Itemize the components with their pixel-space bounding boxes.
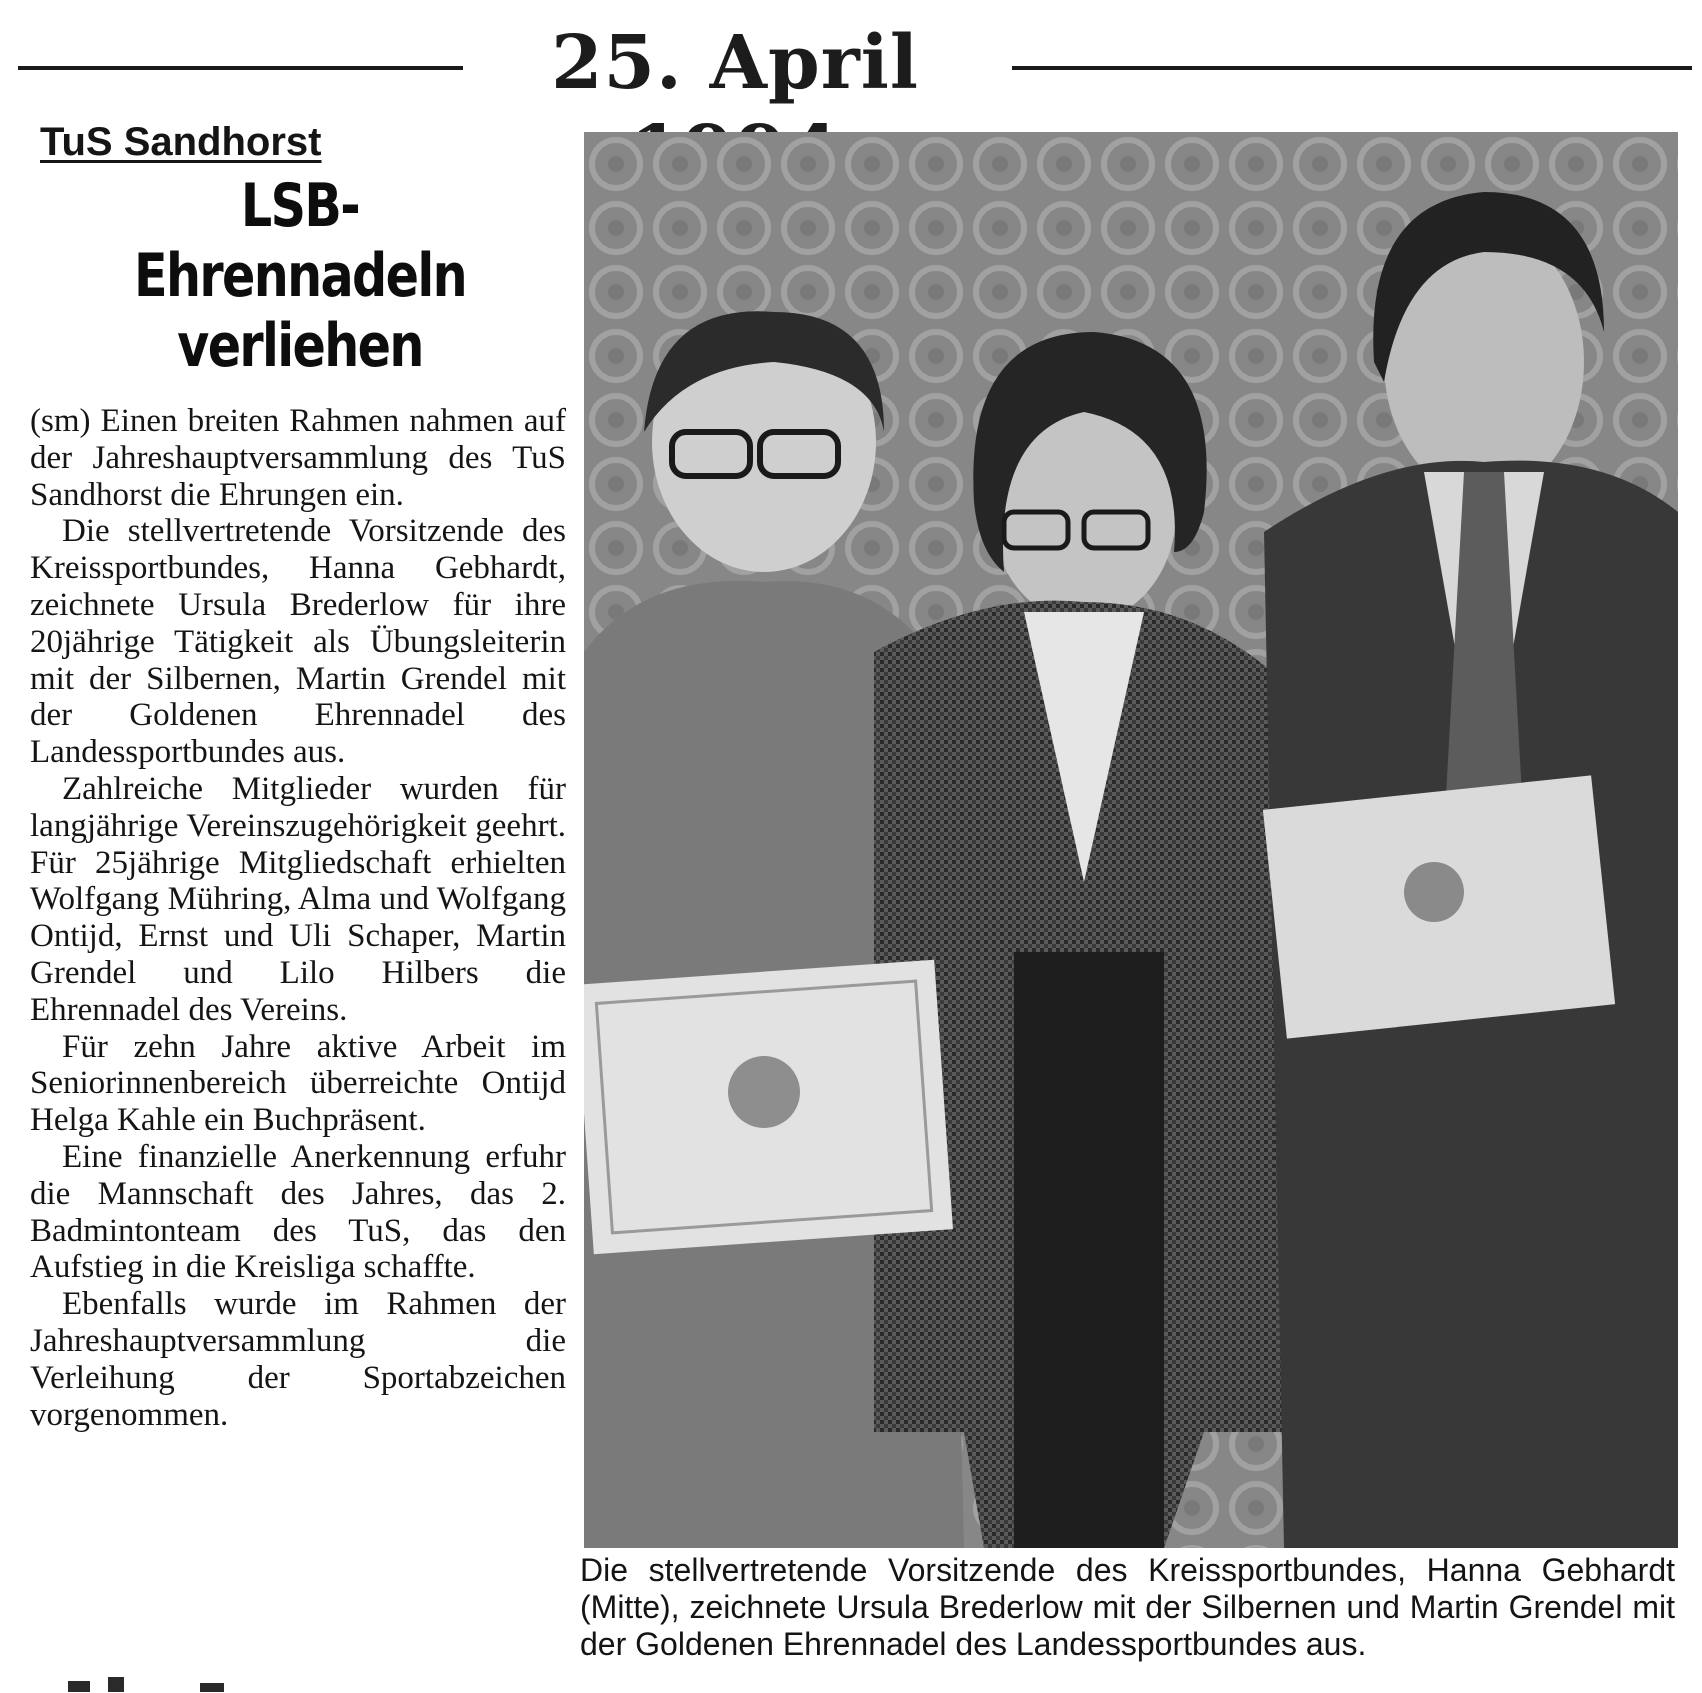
torn-text-fragment: [60, 1675, 260, 1692]
article-kicker: TuS Sandhorst: [40, 120, 322, 164]
article-paragraph: Die stellvertretende Vorsitzende des Kreissportbundes, Hanna Gebhardt, zeichnete Ursula Brederlow für ihre 20jährige Tätigkeit als Übungsleiterin mit der Silbernen, Martin Grendel mit der Goldenen Ehrennadel des Landessportbundes aus.: [30, 513, 566, 771]
article-column: [30, 120, 570, 1433]
article-photo: [584, 132, 1678, 1548]
clipping-edge-fragment: [60, 1672, 260, 1692]
article-headline: [79, 171, 522, 381]
dateline: [0, 18, 1702, 108]
article-paragraph: Eine finanzielle Anerkennung erfuhr die Mannschaft des Jahres, das 2. Badmintonteam des TuS, das den Aufstieg in die Kreisliga schaffte.: [30, 1138, 566, 1286]
certificate-left: [584, 960, 953, 1254]
dateline-rule-left: [18, 66, 463, 70]
certificate-right: [1263, 775, 1615, 1038]
article-paragraph: Für zehn Jahre aktive Arbeit im Seniorinnenbereich überreichte Ontijd Helga Kahle ein Buchpräsent.: [30, 1028, 566, 1139]
photo-caption: Die stellvertretende Vorsitzende des Kreissportbundes, Hanna Gebhardt (Mitte), zeichnete Ursula Brederlow mit der Silbernen und Martin Grendel mit der Goldenen Ehrennadel des Landessportbundes aus.: [580, 1552, 1675, 1662]
article-paragraph: Ebenfalls wurde im Rahmen der Jahreshauptversammlung die Verleihung der Sportabzeichen vorgenommen.: [30, 1286, 566, 1433]
article-paragraph: Zahlreiche Mitglieder wurden für langjährige Vereinszugehörigkeit geehrt. Für 25jährige Mitgliedschaft erhielten Wolfgang Mühring, Alma und Wolfgang Ontijd, Ernst und Uli Schaper, Martin Grendel und Lilo Hilbers die Ehrennadel des Vereins.: [30, 770, 566, 1028]
headline-line-2: verliehen: [177, 311, 423, 381]
photo-illustration: [584, 132, 1678, 1548]
article-paragraph: (sm) Einen breiten Rahmen nahmen auf der Jahreshauptversammlung des TuS Sandhorst die Ehrungen ein.: [30, 403, 566, 513]
article-body: [30, 403, 570, 1433]
publication-date: 25. April: [551, 20, 919, 106]
dateline-rule-right: [1012, 66, 1692, 70]
headline-line-1: LSB-Ehrennadeln: [134, 171, 466, 311]
